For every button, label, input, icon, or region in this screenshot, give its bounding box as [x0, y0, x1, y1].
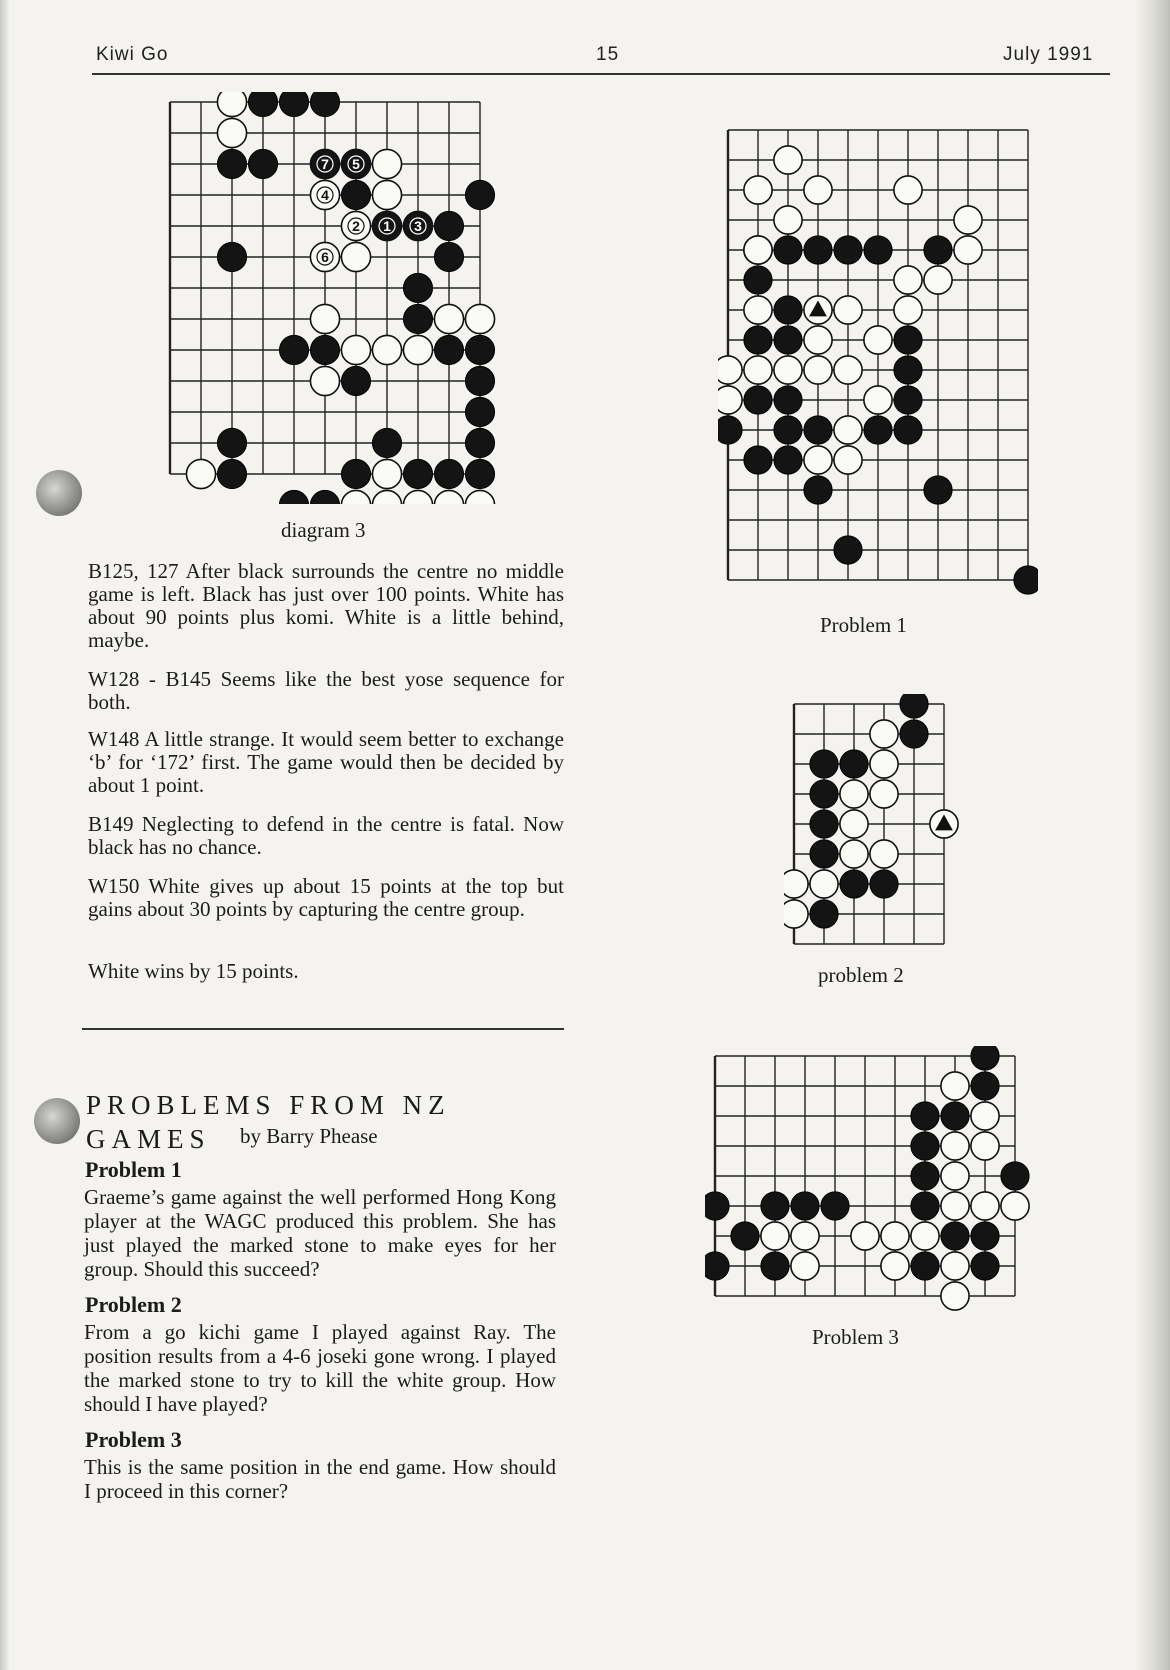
black-stone	[403, 459, 432, 488]
black-stone	[810, 900, 838, 928]
problem-3-svg	[705, 1046, 1035, 1326]
white-stone	[870, 750, 898, 778]
black-stone	[864, 236, 892, 264]
black-stone	[1014, 566, 1038, 594]
white-stone	[744, 356, 772, 384]
header-title: Kiwi Go	[96, 44, 169, 65]
commentary-w128: W128 - B145 Seems like the best yose sequence for both.	[88, 667, 564, 714]
white-stone	[804, 326, 832, 354]
white-stone	[372, 335, 401, 364]
black-stone	[217, 459, 246, 488]
problem-1-heading: Problem 1	[85, 1157, 182, 1182]
black-stone	[834, 536, 862, 564]
white-stone	[911, 1222, 939, 1250]
white-stone	[1001, 1192, 1029, 1220]
white-stone	[744, 176, 772, 204]
black-stone	[911, 1102, 939, 1130]
black-stone	[810, 750, 838, 778]
white-stone	[372, 490, 401, 504]
black-stone	[971, 1222, 999, 1250]
black-stone	[279, 92, 308, 117]
black-stone	[810, 840, 838, 868]
black-stone	[310, 335, 339, 364]
problem-2-caption: problem 2	[818, 963, 904, 987]
black-stone	[434, 242, 463, 271]
black-stone	[804, 236, 832, 264]
black-stone	[341, 180, 370, 209]
header-rule	[92, 73, 1110, 75]
white-stone	[840, 810, 868, 838]
white-stone	[774, 146, 802, 174]
white-stone	[924, 266, 952, 294]
white-stone	[941, 1072, 969, 1100]
black-stone	[744, 266, 772, 294]
black-stone	[705, 1252, 729, 1280]
white-stone	[791, 1252, 819, 1280]
problem-2-heading: Problem 2	[85, 1292, 182, 1317]
white-stone	[718, 386, 742, 414]
diagram-3-svg	[160, 92, 500, 504]
black-stone	[774, 446, 802, 474]
white-stone	[971, 1102, 999, 1130]
black-stone	[894, 356, 922, 384]
white-stone	[718, 356, 742, 384]
problem-3-caption: Problem 3	[812, 1325, 899, 1349]
white-stone	[954, 236, 982, 264]
black-stone	[894, 416, 922, 444]
black-stone	[465, 335, 494, 364]
white-stone	[774, 356, 802, 384]
problem-1-caption: Problem 1	[820, 613, 907, 637]
page-left-edge	[0, 0, 10, 1670]
black-stone	[434, 211, 463, 240]
black-stone	[774, 236, 802, 264]
white-stone	[954, 206, 982, 234]
black-stone	[465, 366, 494, 395]
black-stone	[924, 476, 952, 504]
white-stone	[784, 870, 808, 898]
problem-1-text: Graeme’s game against the well performed Hong Kong player at the WAGC produced this problem. She has just played the marked stone to make eyes for her group. Should this succeed?	[84, 1185, 556, 1281]
page-number: 15	[596, 44, 620, 65]
black-stone	[911, 1192, 939, 1220]
black-stone	[465, 459, 494, 488]
white-stone	[744, 236, 772, 264]
white-stone	[834, 446, 862, 474]
white-stone	[840, 780, 868, 808]
white-stone	[761, 1222, 789, 1250]
white-stone	[403, 335, 432, 364]
black-stone	[465, 428, 494, 457]
black-stone	[217, 428, 246, 457]
white-stone	[791, 1222, 819, 1250]
white-stone	[403, 490, 432, 504]
black-stone	[744, 386, 772, 414]
white-stone	[434, 490, 463, 504]
white-stone	[971, 1132, 999, 1160]
black-stone	[894, 386, 922, 414]
black-stone	[774, 326, 802, 354]
white-stone	[372, 149, 401, 178]
black-stone	[310, 490, 339, 504]
diagram-3-caption: diagram 3	[281, 518, 366, 542]
white-stone	[870, 780, 898, 808]
white-stone	[941, 1252, 969, 1280]
commentary-w150: W150 White gives up about 15 points at the top but gains about 30 points by capturing the centre group.	[88, 874, 564, 921]
black-stone	[718, 416, 742, 444]
header-date: July 1991	[1003, 44, 1094, 65]
white-stone	[372, 180, 401, 209]
article-byline: by Barry Phease	[240, 1124, 378, 1148]
black-stone	[840, 870, 868, 898]
binder-hole-bottom	[34, 1098, 80, 1144]
move-number: 4	[321, 187, 329, 203]
white-stone	[804, 446, 832, 474]
black-stone	[279, 335, 308, 364]
problem-2-text: From a go kichi game I played against Ray. The position results from a 4-6 joseki gone wrong. I played the marked stone to try to kill the white group. How should I have played?	[84, 1320, 556, 1416]
section-divider	[82, 1028, 564, 1030]
white-stone	[372, 459, 401, 488]
white-stone	[310, 304, 339, 333]
white-stone	[941, 1162, 969, 1190]
white-stone	[217, 118, 246, 147]
problem-2-svg	[784, 694, 964, 964]
white-stone	[341, 490, 370, 504]
white-stone	[941, 1282, 969, 1310]
white-stone	[186, 459, 215, 488]
white-stone	[804, 176, 832, 204]
black-stone	[248, 149, 277, 178]
black-stone	[791, 1192, 819, 1220]
problem-3-heading: Problem 3	[85, 1427, 182, 1452]
move-number: 5	[352, 156, 360, 172]
white-stone	[870, 720, 898, 748]
black-stone	[465, 180, 494, 209]
black-stone	[941, 1102, 969, 1130]
white-stone	[465, 304, 494, 333]
page-right-edge	[1136, 0, 1170, 1670]
commentary-w148: W148 A little strange. It would seem better to exchange ‘b’ for ‘172’ first. The game would then be decided by about 1 point.	[88, 727, 564, 797]
white-stone	[217, 92, 246, 117]
white-stone	[864, 386, 892, 414]
commentary-result: White wins by 15 points.	[88, 959, 299, 983]
black-stone	[774, 386, 802, 414]
black-stone	[900, 694, 928, 718]
black-stone	[434, 335, 463, 364]
black-stone	[911, 1162, 939, 1190]
black-stone	[744, 326, 772, 354]
white-stone	[810, 870, 838, 898]
black-stone	[774, 416, 802, 444]
black-stone	[810, 810, 838, 838]
white-stone	[894, 296, 922, 324]
black-stone	[279, 490, 308, 504]
black-stone	[911, 1132, 939, 1160]
black-stone	[774, 296, 802, 324]
black-stone	[341, 459, 370, 488]
white-stone	[881, 1252, 909, 1280]
white-stone	[310, 366, 339, 395]
binder-hole-top	[36, 470, 82, 516]
problem-3-text: This is the same position in the end game. How should I proceed in this corner?	[84, 1455, 556, 1503]
move-number: 7	[321, 156, 329, 172]
white-stone	[774, 206, 802, 234]
problem-3-board	[705, 1046, 1035, 1326]
black-stone	[744, 446, 772, 474]
move-number: 3	[414, 218, 422, 234]
black-stone	[217, 149, 246, 178]
black-stone	[900, 720, 928, 748]
white-stone	[784, 900, 808, 928]
black-stone	[840, 750, 868, 778]
white-stone	[864, 326, 892, 354]
black-stone	[971, 1072, 999, 1100]
black-stone	[834, 236, 862, 264]
black-stone	[941, 1222, 969, 1250]
white-stone	[834, 416, 862, 444]
black-stone	[310, 92, 339, 117]
black-stone	[894, 326, 922, 354]
black-stone	[870, 870, 898, 898]
white-stone	[341, 242, 370, 271]
black-stone	[864, 416, 892, 444]
move-number: 1	[383, 218, 391, 234]
black-stone	[911, 1252, 939, 1280]
black-stone	[971, 1046, 999, 1070]
move-number: 2	[352, 218, 360, 234]
commentary-b149: B149 Neglecting to defend in the centre is fatal. Now black has no chance.	[88, 812, 564, 859]
white-stone	[434, 304, 463, 333]
problem-1-svg	[718, 120, 1038, 616]
white-stone	[894, 266, 922, 294]
black-stone	[804, 476, 832, 504]
move-number: 6	[321, 249, 329, 265]
black-stone	[217, 242, 246, 271]
diagram-3-board	[160, 92, 500, 504]
black-stone	[731, 1222, 759, 1250]
black-stone	[971, 1252, 999, 1280]
white-stone	[465, 490, 494, 504]
white-stone	[834, 356, 862, 384]
white-stone	[870, 840, 898, 868]
black-stone	[465, 397, 494, 426]
black-stone	[372, 428, 401, 457]
white-stone	[971, 1192, 999, 1220]
problem-2-board	[784, 694, 964, 964]
black-stone	[1001, 1162, 1029, 1190]
white-stone	[894, 176, 922, 204]
black-stone	[248, 92, 277, 117]
black-stone	[341, 366, 370, 395]
white-stone	[941, 1132, 969, 1160]
white-stone	[881, 1222, 909, 1250]
commentary-b125: B125, 127 After black surrounds the centre no middle game is left. Black has just over 100 points. White has about 90 points plus komi. White is a little behind, maybe.	[88, 559, 564, 652]
white-stone	[804, 356, 832, 384]
white-stone	[744, 296, 772, 324]
black-stone	[810, 780, 838, 808]
black-stone	[403, 273, 432, 302]
white-stone	[851, 1222, 879, 1250]
black-stone	[434, 459, 463, 488]
white-stone	[834, 296, 862, 324]
white-stone	[341, 335, 370, 364]
article-title: PROBLEMS FROM NZ GAMES	[86, 1090, 451, 1154]
black-stone	[403, 304, 432, 333]
white-stone	[840, 840, 868, 868]
problem-1-board	[718, 120, 1038, 616]
white-stone	[941, 1192, 969, 1220]
black-stone	[761, 1252, 789, 1280]
black-stone	[804, 416, 832, 444]
black-stone	[761, 1192, 789, 1220]
black-stone	[821, 1192, 849, 1220]
black-stone	[924, 236, 952, 264]
black-stone	[705, 1192, 729, 1220]
